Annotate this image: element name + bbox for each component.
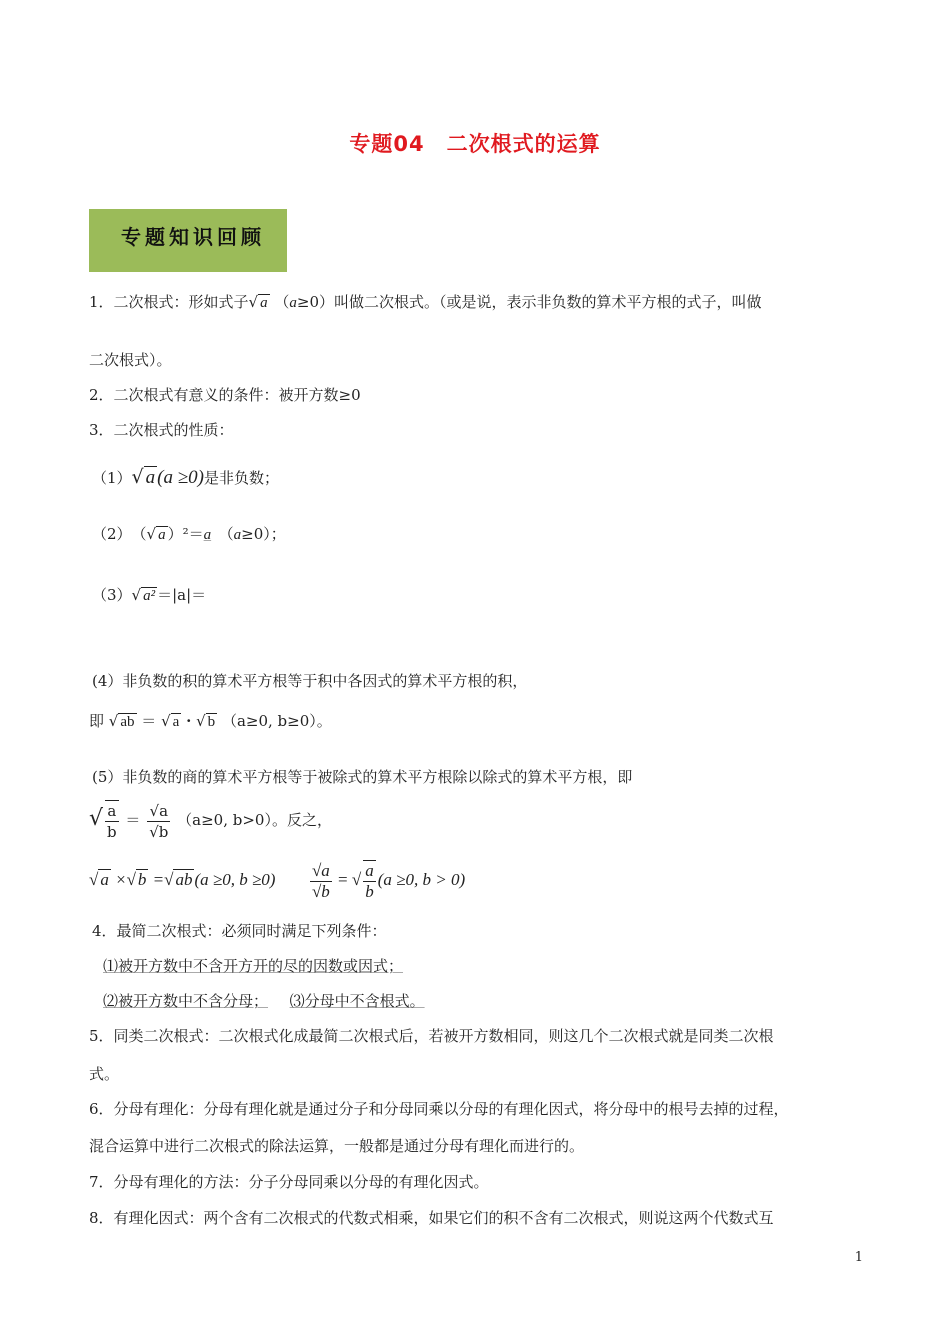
- quotient-formula-right: √ $\frac{a}{b}$: [351, 861, 374, 901]
- sqrt-a: √ a: [248, 293, 268, 311]
- product-formula-condition: (a ≥0, b ≥0): [194, 869, 276, 889]
- quotient-formula-left: $\frac{√a}{√b}$: [311, 860, 330, 901]
- sqrt-a-over-b: √ $\frac{a}{b}$: [89, 802, 117, 841]
- item-4-condition-3: ⑶分母中不含根式。: [289, 992, 425, 1010]
- item-6-line2: 混合运算中进行二次根式的除法运算，一般都是通过分母有理化而进行的。: [89, 1137, 585, 1155]
- page-number: 1: [854, 1250, 863, 1265]
- item-1-text-b: （: [274, 293, 290, 311]
- property-5-condition: （a≥0, b>0）。反之，: [177, 811, 332, 829]
- item-2: 2．二次根式有意义的条件：被开方数≥0: [89, 386, 361, 404]
- section-banner-label: 专题知识回顾: [121, 225, 265, 249]
- item-4-condition-2: ⑵被开方数中不含分母；: [103, 992, 269, 1010]
- item-8: 8．有理化因式：两个含有二次根式的代数式相乘，如果它们的积不含有二次根式，则说这两个代数式互: [89, 1209, 774, 1227]
- property-3-text: ＝|a|＝: [157, 586, 207, 604]
- item-3: 3．二次根式的性质：: [89, 421, 234, 439]
- sqrt-a-2: √ a: [146, 525, 166, 543]
- property-2-text-c: （: [226, 525, 234, 543]
- reverse-formulas: √ a ×√ b =√ ab (a ≥0, b ≥0) $\frac{√a}{√b}$ = √ $\frac{a}{b}$ (a ≥0, b > 0): [89, 860, 466, 901]
- sqrt-a-4: √ a: [161, 712, 180, 730]
- property-4-condition: （a≥0, b≥0）。: [221, 712, 332, 730]
- sqrt-a-squared: √ a²: [131, 586, 156, 604]
- item-4-condition-1-text: ⑴被开方数中不含开方开的尽的因数或因式；: [103, 957, 404, 975]
- item-5-line1: 5．同类二次根式：二次根式化成最简二次根式后，若被开方数相同，则这几个二次根式就是同类二次根: [89, 1027, 774, 1045]
- property-1-text: 是非负数；: [204, 469, 280, 487]
- property-3: [92, 585, 206, 606]
- item-7: 7．分母有理化的方法：分子分母同乘以分母的有理化因式。: [89, 1173, 489, 1191]
- property-2: （2） （√ a ）²＝a （a≥0）；: [92, 525, 286, 543]
- property-5: (5）非负数的商的算术平方根等于被除式的算术平方根除以除式的算术平方根，即: [92, 768, 633, 786]
- sqrt-b-4: √ b: [196, 712, 216, 730]
- item-6-line1: 6．分母有理化：分母有理化就是通过分子和分母同乘以分母的有理化因式，将分母中的根号去掉的过程，: [89, 1100, 789, 1118]
- property-5-formula: √ $\frac{a}{b}$ ＝ $\frac{√a}{√b}$ （a≥0, b>0）。反之，: [89, 801, 332, 841]
- property-2-num: （2） （: [92, 525, 147, 543]
- item-4: 4．最简二次根式：必须同时满足下列条件：: [92, 922, 387, 940]
- property-4-prefix: 即: [89, 712, 105, 730]
- property-1: [92, 467, 279, 488]
- item-1-line2: 二次根式）。: [89, 351, 172, 369]
- property-2-text-b: ）²＝: [167, 525, 204, 543]
- property-1-num: （1）: [92, 469, 132, 487]
- section-banner: [89, 209, 287, 272]
- property-4: (4）非负数的积的算术平方根等于积中各因式的算术平方根的积，: [92, 672, 528, 690]
- sqrt-ab: √ ab: [108, 712, 135, 730]
- property-2-text-d: ≥0）；: [241, 525, 286, 543]
- page-title: 专题04 二次根式的运算: [349, 132, 601, 156]
- item-4-condition-1: [103, 956, 403, 976]
- item-1-line1: 1．二次根式：形如式子√ a （a≥0）叫做二次根式。（或是说，表示非负数的算术平方根的式子，叫做: [89, 293, 762, 311]
- property-4-formula: 即 √ ab ＝ √ a · √ b （a≥0, b≥0）。: [89, 712, 332, 730]
- quotient-formula-condition: (a ≥0, b > 0): [377, 869, 466, 889]
- property-3-num: （3）: [92, 586, 132, 604]
- item-1-text-c: ≥0）叫做二次根式。（或是说，表示非负数的算术平方根的式子，叫做: [296, 293, 762, 311]
- item-5-line2: 式。: [89, 1065, 120, 1083]
- product-formula: √ a ×√ b =√ ab: [89, 869, 193, 889]
- sqrt-a-nonneg: √ a (a ≥0): [131, 466, 204, 488]
- sqrt-a-over-sqrt-b: $\frac{√a}{√b}$: [149, 801, 169, 841]
- item-4-condition-2-3: [103, 991, 425, 1011]
- item-1-text-a: 1．二次根式：形如式子: [89, 293, 249, 311]
